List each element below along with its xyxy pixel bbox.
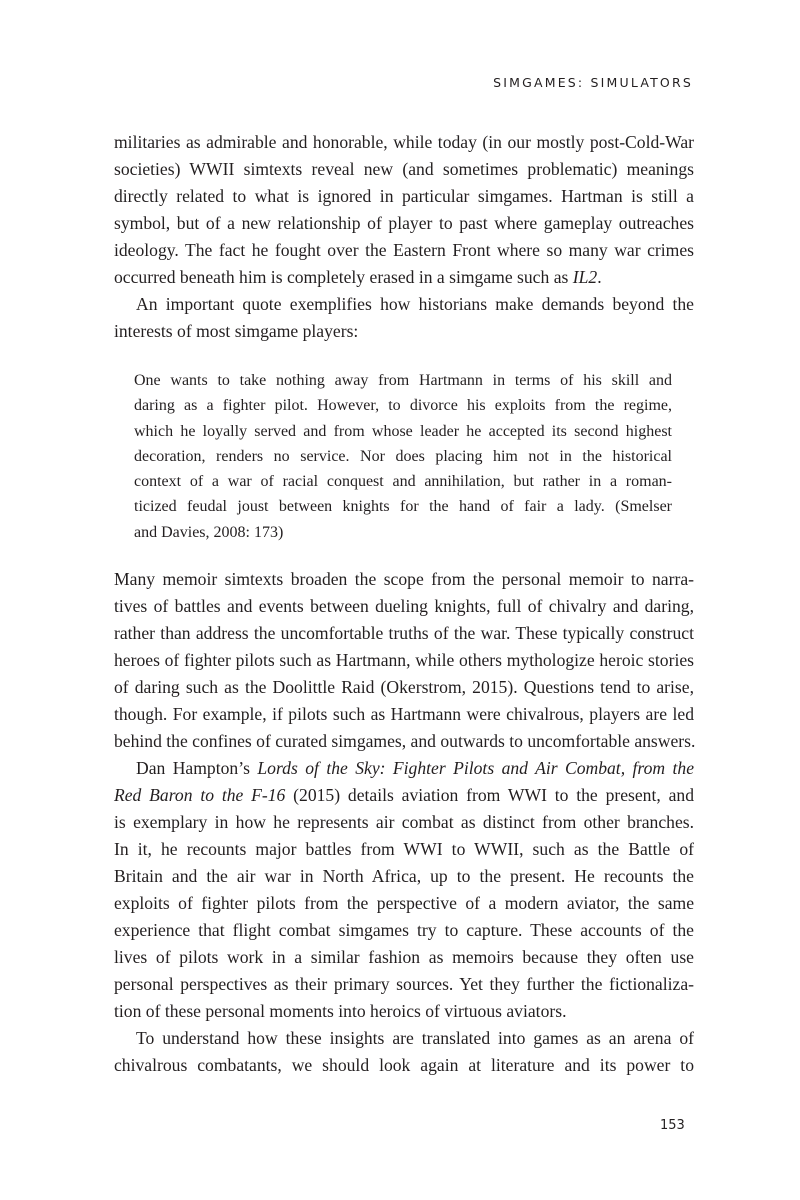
paragraph-1	[114, 129, 694, 291]
block-quote	[134, 368, 672, 545]
quote-line: daring as a fighter pilot. However, to divorce his exploits from the regime,	[134, 397, 672, 415]
text-line: symbol, but of a new relationship of player to past where gameplay outreaches	[114, 213, 694, 233]
quote-line: which he loyally served and from whose leader he accepted its second highest	[134, 422, 672, 440]
text-line: Dan Hampton’s Lords of the Sky: Fighter Pilots and Air Combat, from the	[136, 758, 695, 778]
quote-line: and Davies, 2008: 173)	[134, 523, 284, 541]
text-line: occurred beneath him is completely erased in a simgame such as IL2.	[114, 267, 602, 287]
book-title-italic: Lords of the Sky: Fighter Pilots and Air Combat, from the	[257, 758, 695, 778]
text-line: rather than address the uncomfortable truths of the war. These typically construct	[114, 623, 694, 643]
running-head: SIMGAMES: SIMULATORS	[493, 75, 693, 90]
page-number: 153	[660, 1118, 685, 1133]
quote-line: decoration, renders no service. Nor does placing him not in the historical	[134, 447, 672, 465]
text-line: exploits of fighter pilots from the perspective of a modern aviator, the same	[114, 893, 694, 913]
text-line: To understand how these insights are translated into games as an arena of	[136, 1028, 694, 1048]
quote-line: One wants to take nothing away from Hartmann in terms of his skill and	[134, 372, 672, 389]
text-line: is exemplary in how he represents air combat as distinct from other branches.	[114, 812, 694, 832]
text-line: lives of pilots work in a similar fashion as memoirs because they often use	[114, 947, 694, 967]
text-line: An important quote exemplifies how historians make demands beyond the	[136, 294, 694, 314]
text-line: tion of these personal moments into heroics of virtuous aviators.	[114, 1001, 567, 1021]
paragraph-5	[114, 1025, 694, 1079]
text-line: ideology. The fact he fought over the Eastern Front where so many war crimes	[114, 240, 694, 260]
text-line: Britain and the air war in North Africa, up to the present. He recounts the	[114, 866, 694, 886]
text-line: Many memoir simtexts broaden the scope from the personal memoir to narra-	[114, 569, 694, 589]
text-line: of daring such as the Doolittle Raid (Okerstrom, 2015). Questions tend to arise,	[114, 677, 694, 697]
text-line: chivalrous combatants, we should look again at literature and its power to	[114, 1055, 694, 1075]
text-line: interests of most simgame players:	[114, 321, 359, 341]
paragraph-2	[114, 291, 694, 345]
quote-line: ticized feudal joust between knights for the hand of fair a lady. (Smelser	[134, 498, 672, 516]
text-line: though. For example, if pilots such as Hartmann were chivalrous, players are led	[114, 704, 694, 724]
text-line: tives of battles and events between dueling knights, full of chivalry and daring,	[114, 596, 694, 616]
text-line: directly related to what is ignored in particular simgames. Hartman is still a	[114, 186, 694, 206]
paragraph-3	[114, 566, 694, 755]
text-line: In it, he recounts major battles from WWI to WWII, such as the Battle of	[114, 839, 694, 859]
text-line: societies) WWII simtexts reveal new (and sometimes problematic) meanings	[114, 159, 694, 179]
game-title-italic: IL2	[572, 267, 598, 287]
text-line: experience that flight combat simgames try to capture. These accounts of the	[114, 920, 694, 940]
text-line: Red Baron to the F-16 (2015) details aviation from WWI to the present, and	[114, 785, 694, 805]
text-line: militaries as admirable and honorable, while today (in our mostly post-Cold-War	[114, 132, 694, 152]
quote-line: context of a war of racial conquest and annihilation, but rather in a roman-	[134, 473, 672, 491]
text-line: heroes of fighter pilots such as Hartmann, while others mythologize heroic stories	[114, 650, 694, 670]
paragraph-4	[114, 755, 694, 1025]
book-title-italic: Red Baron to the F-16	[114, 785, 286, 805]
text-line: behind the confines of curated simgames, and outwards to uncomfortable answers.	[114, 731, 696, 751]
text-line: personal perspectives as their primary sources. Yet they further the fictionaliza-	[114, 974, 694, 994]
